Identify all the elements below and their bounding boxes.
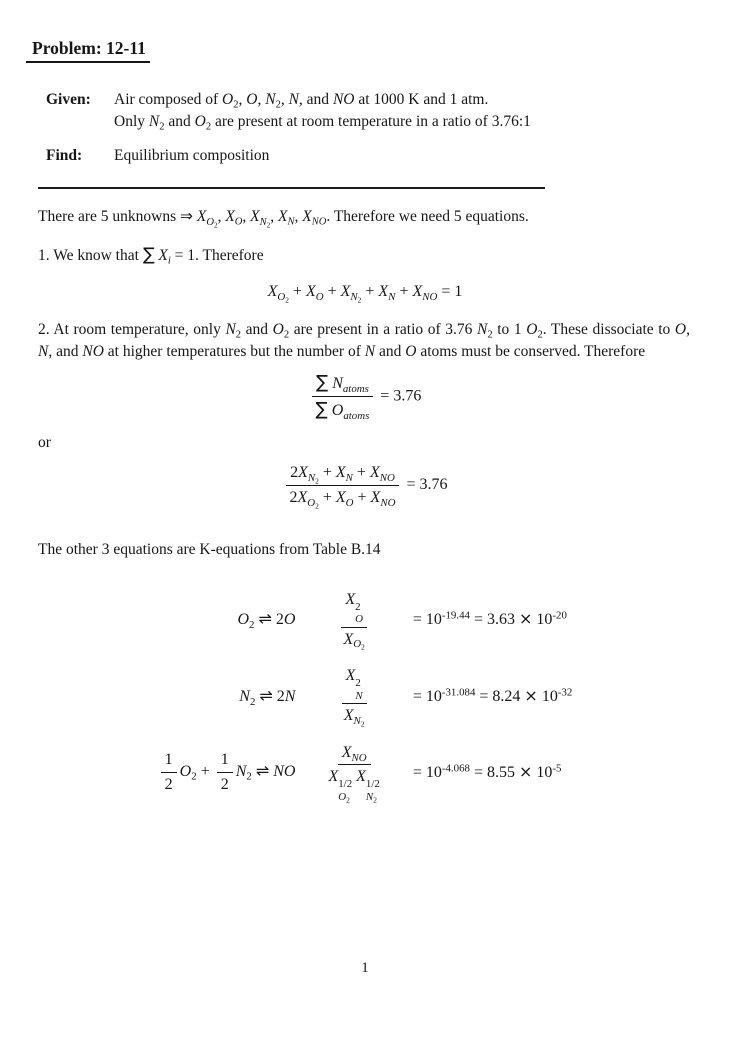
- equation-atom-ratio: $\frac{\sum N_{atoms}}{\sum O_{atoms}}$ = 3.76: [0, 371, 730, 422]
- list-item-1: 1. We know that ∑ $X_i = 1$. Therefore: [38, 245, 264, 267]
- find-text: Equilibrium composition: [114, 147, 270, 164]
- k-equations-table: [158, 589, 573, 804]
- equation-mole-fraction-sum: $X_{O_2} + X_O + X_{N_2} + X_N + X_{NO} = 1$: [267, 283, 463, 305]
- equation-mole-ratio: $\frac{2X_{N_2} + X_N + X_{NO}}{2X_{O_2} + X_O + X_{NO}}$ = 3.76: [0, 462, 730, 508]
- k-equation-fraction: $X_{NO}$ X 1/2 $O_2$ X 1/2 $N_2$: [328, 743, 380, 805]
- find-row: [46, 145, 690, 167]
- k-equation-reaction: $N_2$ ⇌ 2N: [239, 685, 296, 708]
- k-equation-result: = $10^{-31.084} = 8.24 \times 10^{-32}$: [412, 685, 573, 705]
- k-equation-result: = $10^{-4.068} = 8.55 \times 10^{-5}$: [412, 762, 562, 782]
- k-equation-fraction: X 2 O $X_{O_2}$: [336, 589, 371, 651]
- given-line-1: Air composed of $O_2$, O, $N_2$, N, and NO at 1000 K and 1 atm.: [114, 91, 489, 111]
- k-equation-reaction: $\frac{1}{2}$ $O_2$ + $\frac{1}{2}$ $N_2$ ⇌ NO: [158, 749, 296, 795]
- given-label: Given:: [46, 91, 91, 108]
- k-equation-reaction: $O_2$ ⇌ 2O: [237, 609, 296, 632]
- given-line-2: Only $N_2$ and $O_2$ are present at room temperature in a ratio of 3.76:1: [114, 113, 531, 133]
- k-equation-result: = $10^{-19.44} = 3.63 \times 10^{-20}$: [412, 609, 567, 629]
- or-text: or: [38, 434, 51, 452]
- page-number: 1: [361, 960, 369, 976]
- page-title: Problem: 12-11: [26, 38, 150, 63]
- divider-rule: [38, 187, 545, 189]
- list-item-2: 2. At room temperature, only $N_2$ and $O_2$ are present in a ratio of 3.76 $N_2$ to 1 $O_2$. These dissociate to O, N, and NO at higher temperatures but the number of N and O atoms must be conserved. Therefore: [38, 321, 690, 360]
- find-label: Find:: [46, 147, 83, 164]
- paragraph-unknowns: There are 5 unknowns ⇒ $X_{O_2}$, $X_O$, $X_{N_2}$, $X_N$, $X_{NO}$. Therefore we need 5 equations.: [38, 207, 529, 230]
- paragraph-k-equations: The other 3 equations are K-equations from Table B.14: [38, 540, 381, 558]
- given-content: [114, 89, 690, 133]
- given-row: [46, 89, 690, 133]
- k-equation-fraction: X 2 N $X_{N_2}$: [337, 665, 372, 727]
